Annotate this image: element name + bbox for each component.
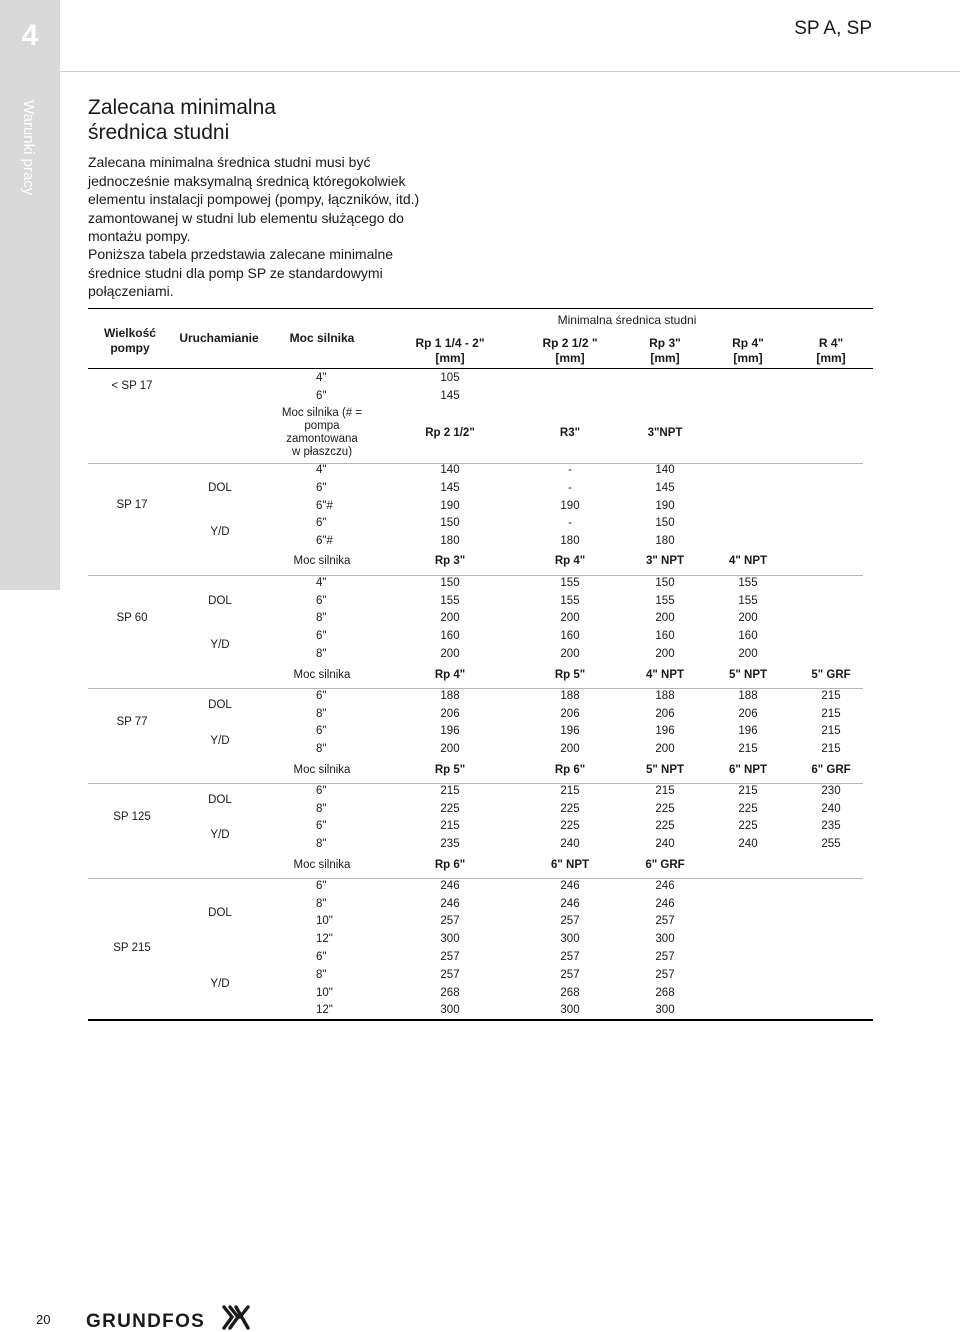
- pump-size-label: SP 215: [113, 942, 151, 954]
- motor-size-cell: 8": [316, 803, 327, 815]
- header-min-diameter: Minimalna średnica studni: [557, 313, 697, 327]
- diameter-cell: 150: [440, 577, 460, 589]
- diameter-cell: 155: [440, 595, 460, 607]
- motor-size-cell: 8": [316, 612, 327, 624]
- start-method-label: DOL: [208, 699, 232, 711]
- diameter-cell: 225: [655, 803, 675, 815]
- sub-header-connection: Rp 5": [554, 669, 586, 681]
- header-col-1: Rp 1 1/4 - 2" [mm]: [415, 336, 485, 365]
- diameter-cell: 196: [655, 725, 675, 737]
- diameter-cell: 257: [655, 969, 675, 981]
- section-heading: [88, 95, 276, 145]
- sub-header-connection: 6" GRF: [811, 764, 851, 776]
- pump-size-label: SP 60: [116, 612, 148, 624]
- svg-text:GRUNDFOS: GRUNDFOS: [86, 1311, 206, 1332]
- sub-header-motor: Moc silnika: [293, 859, 351, 871]
- diameter-cell: 246: [560, 880, 580, 892]
- group-separator: [88, 878, 863, 879]
- diameter-cell: 188: [655, 690, 675, 702]
- section-heading-line-2: średnica studni: [88, 121, 230, 144]
- diameter-cell: 300: [655, 933, 675, 945]
- diameter-cell: 300: [560, 933, 580, 945]
- diameter-cell: -: [568, 482, 572, 494]
- diameter-cell: 215: [560, 785, 580, 797]
- diameter-cell: 215: [821, 743, 841, 755]
- diameter-cell: 190: [560, 500, 580, 512]
- start-method-label: Y/D: [210, 978, 230, 990]
- motor-size-cell: 6"#: [316, 500, 333, 512]
- group-separator: [88, 783, 863, 784]
- side-tab-label: Warunki pracy: [20, 100, 37, 196]
- diameter-cell: 155: [560, 577, 580, 589]
- header-motor: Moc silnika: [289, 331, 355, 345]
- group-separator: [88, 463, 863, 464]
- motor-size-cell: 8": [316, 648, 327, 660]
- pump-size-label: SP 125: [113, 811, 151, 823]
- sub-header-connection: Rp 5": [434, 764, 466, 776]
- sub-header-connection: 4" NPT: [728, 555, 768, 567]
- diameter-cell: 215: [821, 708, 841, 720]
- sub-header-motor: Moc silnika: [293, 555, 351, 567]
- diameter-cell: 215: [655, 785, 675, 797]
- table-top-rule: [88, 308, 873, 309]
- motor-size-cell: 8": [316, 898, 327, 910]
- motor-size-cell: 6": [316, 630, 327, 642]
- motor-size-cell: 6": [316, 390, 327, 402]
- pump-size-label: SP 17: [116, 499, 148, 511]
- diameter-cell: 155: [560, 595, 580, 607]
- start-method-label: DOL: [208, 907, 232, 919]
- diameter-cell: 200: [655, 612, 675, 624]
- diameter-cell: 155: [738, 595, 758, 607]
- diameter-cell: 180: [440, 535, 460, 547]
- sub-header-connection: 6" NPT: [728, 764, 768, 776]
- diameter-cell: 105: [440, 372, 460, 384]
- sub-header-connection: 6" GRF: [645, 859, 685, 871]
- start-method-label: Y/D: [210, 829, 230, 841]
- diameter-cell: 235: [440, 838, 460, 850]
- table-header-rule: [88, 368, 873, 369]
- start-method-label: DOL: [208, 595, 232, 607]
- motor-size-cell: 6"#: [316, 535, 333, 547]
- sub-header-connection: 3" NPT: [645, 555, 685, 567]
- diameter-cell: 257: [560, 951, 580, 963]
- diameter-cell: 240: [738, 838, 758, 850]
- motor-size-cell: 6": [316, 595, 327, 607]
- pump-size-label: SP 77: [116, 716, 148, 728]
- diameter-cell: 206: [738, 708, 758, 720]
- motor-size-cell: 6": [316, 517, 327, 529]
- diameter-cell: 246: [440, 898, 460, 910]
- diameter-cell: 140: [440, 464, 460, 476]
- diameter-cell: 200: [440, 648, 460, 660]
- diameter-cell: 160: [560, 630, 580, 642]
- header-pump-size: Wielkość pompy: [104, 326, 156, 355]
- motor-size-cell: 6": [316, 785, 327, 797]
- diameter-cell: 200: [440, 743, 460, 755]
- diameter-cell: 257: [560, 969, 580, 981]
- diameter-cell: 215: [821, 725, 841, 737]
- start-method-label: Y/D: [210, 735, 230, 747]
- start-method-label: DOL: [208, 794, 232, 806]
- diameter-cell: 215: [821, 690, 841, 702]
- diameter-cell: 268: [655, 987, 675, 999]
- motor-size-cell: 4": [316, 464, 327, 476]
- diameter-cell: -: [568, 517, 572, 529]
- header-col-5: R 4" [mm]: [816, 336, 846, 365]
- diameter-cell: 206: [440, 708, 460, 720]
- motor-size-cell: 8": [316, 708, 327, 720]
- sub-header-connection: Rp 2 1/2": [425, 427, 475, 439]
- diameter-cell: 180: [560, 535, 580, 547]
- diameter-cell: 160: [738, 630, 758, 642]
- diameter-cell: 246: [655, 880, 675, 892]
- sub-header-motor: Moc silnika: [293, 764, 351, 776]
- diameter-cell: 240: [655, 838, 675, 850]
- start-method-label: DOL: [208, 482, 232, 494]
- diameter-cell: 257: [440, 915, 460, 927]
- diameter-cell: 300: [440, 1004, 460, 1016]
- intro-paragraph-1: Zalecana minimalna średnica studni musi być jednocześnie maksymalną średnicą któregokolwiek elementu instalacji pompowej (pompy, łączników, itd.) zamontowanej w studni lub elementu służącego do montażu pompy.: [88, 154, 420, 244]
- diameter-cell: 200: [655, 743, 675, 755]
- sub-header-connection: Rp 4": [554, 555, 586, 567]
- diameter-cell: 225: [560, 803, 580, 815]
- grundfos-logo: [86, 1304, 254, 1332]
- motor-size-cell: 6": [316, 482, 327, 494]
- diameter-cell: 196: [560, 725, 580, 737]
- diameter-cell: 230: [821, 785, 841, 797]
- sub-header-motor: Moc silnika (# = pompa zamontowana w płaszczu): [281, 407, 363, 458]
- diameter-cell: 160: [655, 630, 675, 642]
- diameter-cell: 300: [655, 1004, 675, 1016]
- intro-paragraph-2: Poniższa tabela przedstawia zalecane minimalne średnice studni dla pomp SP ze standardowymi połączeniami.: [88, 246, 394, 299]
- diameter-cell: 225: [655, 820, 675, 832]
- motor-size-cell: 6": [316, 820, 327, 832]
- diameter-cell: 257: [560, 915, 580, 927]
- diameter-cell: 196: [440, 725, 460, 737]
- sub-header-connection: Rp 3": [434, 555, 466, 567]
- motor-size-cell: 12": [316, 933, 333, 945]
- diameter-cell: 145: [440, 482, 460, 494]
- sub-header-connection: 5" NPT: [645, 764, 685, 776]
- diameter-cell: 200: [440, 612, 460, 624]
- diameter-cell: 200: [738, 648, 758, 660]
- section-heading-line-1: Zalecana minimalna: [88, 96, 276, 119]
- sub-header-connection: 4" NPT: [645, 669, 685, 681]
- chapter-number-box: [0, 0, 60, 72]
- diameter-cell: 215: [738, 785, 758, 797]
- motor-size-cell: 12": [316, 1004, 333, 1016]
- diameter-cell: 225: [738, 820, 758, 832]
- diameter-cell: 200: [560, 648, 580, 660]
- diameter-cell: 200: [738, 612, 758, 624]
- header-col-4: Rp 4" [mm]: [732, 336, 764, 365]
- diameter-cell: 190: [655, 500, 675, 512]
- diameter-cell: 188: [560, 690, 580, 702]
- diameter-cell: 206: [655, 708, 675, 720]
- motor-size-cell: 6": [316, 725, 327, 737]
- diameter-cell: 190: [440, 500, 460, 512]
- diameter-cell: 196: [738, 725, 758, 737]
- diameter-cell: 225: [440, 803, 460, 815]
- pump-size-label: < SP 17: [111, 380, 153, 392]
- motor-size-cell: 4": [316, 372, 327, 384]
- table-bottom-rule: [88, 1019, 873, 1021]
- header-rule: [60, 71, 960, 72]
- diameter-cell: 225: [738, 803, 758, 815]
- start-method-label: Y/D: [210, 526, 230, 538]
- header-col-2: Rp 2 1/2 " [mm]: [542, 336, 598, 365]
- diameter-cell: 246: [560, 898, 580, 910]
- diameter-cell: 240: [560, 838, 580, 850]
- sub-header-connection: R3": [559, 427, 581, 439]
- diameter-cell: 300: [560, 1004, 580, 1016]
- motor-size-cell: 6": [316, 880, 327, 892]
- motor-size-cell: 10": [316, 987, 333, 999]
- diameter-cell: 200: [655, 648, 675, 660]
- diameter-cell: 150: [440, 517, 460, 529]
- header-starting: Uruchamianie: [179, 331, 259, 345]
- group-separator: [88, 575, 863, 576]
- diameter-cell: 155: [655, 595, 675, 607]
- diameter-cell: 257: [440, 951, 460, 963]
- diameter-cell: 150: [655, 577, 675, 589]
- document-title: SP A, SP: [794, 18, 872, 39]
- diameter-cell: 200: [560, 612, 580, 624]
- diameter-cell: 225: [560, 820, 580, 832]
- diameter-cell: 246: [655, 898, 675, 910]
- motor-size-cell: 6": [316, 951, 327, 963]
- diameter-cell: 235: [821, 820, 841, 832]
- sub-header-connection: 6" NPT: [550, 859, 590, 871]
- group-separator: [88, 688, 863, 689]
- diameter-cell: 215: [440, 820, 460, 832]
- diameter-cell: 145: [655, 482, 675, 494]
- diameter-cell: 268: [440, 987, 460, 999]
- side-tab: [0, 72, 60, 590]
- sub-header-connection: 3"NPT: [647, 427, 683, 439]
- sub-header-connection: Rp 4": [434, 669, 466, 681]
- motor-size-cell: 8": [316, 838, 327, 850]
- diameter-cell: 140: [655, 464, 675, 476]
- diameter-cell: 257: [655, 951, 675, 963]
- chapter-number: 4: [21, 19, 39, 52]
- diameter-cell: 150: [655, 517, 675, 529]
- diameter-cell: 160: [440, 630, 460, 642]
- diameter-cell: 180: [655, 535, 675, 547]
- motor-size-cell: 8": [316, 969, 327, 981]
- diameter-cell: -: [568, 464, 572, 476]
- diameter-cell: 246: [440, 880, 460, 892]
- sub-header-motor: Moc silnika: [293, 669, 351, 681]
- sub-header-connection: 5" NPT: [728, 669, 768, 681]
- diameter-cell: 155: [738, 577, 758, 589]
- header-col-3: Rp 3" [mm]: [649, 336, 681, 365]
- diameter-cell: 268: [560, 987, 580, 999]
- diameter-cell: 300: [440, 933, 460, 945]
- start-method-label: Y/D: [210, 639, 230, 651]
- motor-size-cell: 10": [316, 915, 333, 927]
- page-number: 20: [36, 1312, 51, 1327]
- sub-header-connection: Rp 6": [554, 764, 586, 776]
- diameter-cell: 255: [821, 838, 841, 850]
- sub-header-connection: Rp 6": [434, 859, 466, 871]
- diameter-cell: 257: [440, 969, 460, 981]
- diameter-cell: 145: [440, 390, 460, 402]
- diameter-cell: 215: [440, 785, 460, 797]
- diameter-cell: 188: [738, 690, 758, 702]
- motor-size-cell: 4": [316, 577, 327, 589]
- diameter-cell: 215: [738, 743, 758, 755]
- diameter-cell: 257: [655, 915, 675, 927]
- sub-header-connection: 5" GRF: [811, 669, 851, 681]
- motor-size-cell: 6": [316, 690, 327, 702]
- diameter-cell: 240: [821, 803, 841, 815]
- motor-size-cell: 8": [316, 743, 327, 755]
- diameter-cell: 200: [560, 743, 580, 755]
- diameter-cell: 188: [440, 690, 460, 702]
- diameter-cell: 206: [560, 708, 580, 720]
